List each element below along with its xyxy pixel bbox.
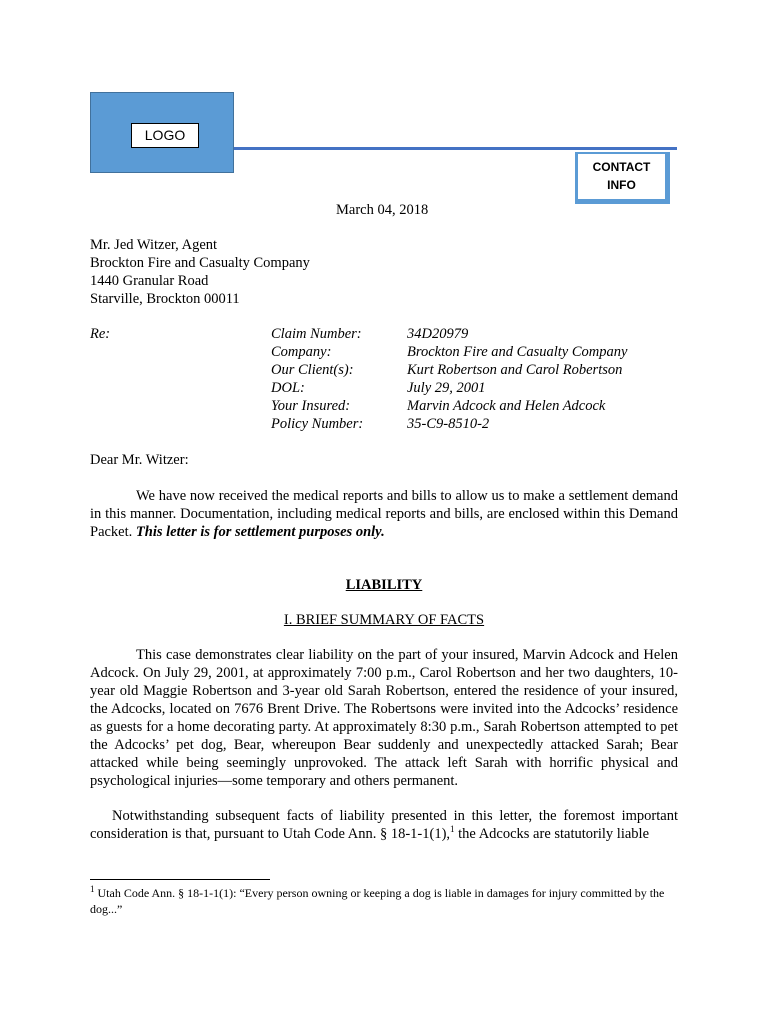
liability-text-after: the Adcocks are statutorily liable	[454, 826, 650, 842]
subsection-heading-text: I. BRIEF SUMMARY OF FACTS	[283, 612, 485, 628]
liability-paragraph	[90, 807, 678, 843]
re-key-dol: DOL:	[271, 380, 305, 396]
recipient-line-3: 1440 Granular Road	[90, 273, 209, 289]
liability-text-before: Notwithstanding subsequent facts of liability presented in this letter, the foremost important consideration is that, pursuant to Utah Code Ann. § 18-1-1(1),	[90, 808, 678, 842]
re-key-policy-number: Policy Number:	[271, 416, 364, 432]
re-value-claim-number: 34D20979	[407, 326, 469, 342]
re-value-insured: Marvin Adcock and Helen Adcock	[407, 398, 606, 414]
subsection-heading	[90, 611, 678, 629]
recipient-line-4: Starville, Brockton 00011	[90, 291, 240, 307]
contact-line-2: INFO	[607, 178, 636, 192]
re-key-claim-number: Claim Number:	[271, 326, 362, 342]
re-key-insured: Your Insured:	[271, 398, 351, 414]
section-heading-liability: LIABILITY	[345, 577, 423, 593]
footnote-rule	[90, 879, 270, 880]
footnote-marker: 1	[90, 884, 95, 894]
re-value-policy-number: 35-C9-8510-2	[407, 416, 490, 432]
footnote-text: Utah Code Ann. § 18-1-1(1): “Every person owning or keeping a dog is liable in damages for injury committed by the dog...”	[90, 886, 665, 916]
recipient-line-1: Mr. Jed Witzer, Agent	[90, 237, 218, 253]
re-value-dol: July 29, 2001	[407, 380, 486, 396]
logo-label: LOGO	[131, 123, 199, 148]
intro-emphasis: This letter is for settlement purposes only.	[135, 524, 385, 540]
re-key-company: Company:	[271, 344, 332, 360]
footnote-reference: 1	[450, 824, 455, 835]
salutation: Dear Mr. Witzer:	[90, 452, 189, 468]
intro-paragraph	[90, 487, 678, 541]
recipient-line-2: Brockton Fire and Casualty Company	[90, 255, 310, 271]
re-key-clients: Our Client(s):	[271, 362, 354, 378]
re-label: Re:	[90, 326, 111, 342]
intro-text: We have now received the medical reports and bills to allow us to make a settlement demand in this manner. Documentation, including medical reports and bills, are enclosed within this Demand Packet.	[90, 488, 678, 540]
footnote	[90, 885, 678, 917]
re-value-clients: Kurt Robertson and Carol Robertson	[407, 362, 623, 378]
facts-paragraph: This case demonstrates clear liability on the part of your insured, Marvin Adcock and Helen Adcock. On July 29, 2001, at approximately 7:00 p.m., Carol Robertson and her two daughters, 10-year old Maggie Robertson and 3-year old Sarah Robertson, entered the residence of your insured, the Adcocks, located on 7676 Brent Drive. The Robertsons were invited into the Adcocks’ residence as guests for a home decorating party. At approximately 8:30 p.m., Sarah Robertson attempted to pet the Adcocks’ pet dog, Bear, whereupon Bear suddenly and unexpectedly attacked Sarah; Bear attacked while being seemingly unprovoked. The attack left Sarah with horrific physical and psychological injuries—some temporary and others permanent.	[90, 647, 678, 789]
contact-line-1: CONTACT	[592, 160, 651, 174]
contact-info-box	[575, 152, 670, 204]
logo-placeholder	[90, 92, 234, 173]
header-rule	[234, 147, 677, 150]
contact-info-label	[578, 154, 665, 199]
re-value-company: Brockton Fire and Casualty Company	[407, 344, 628, 360]
letter-date: March 04, 2018	[336, 202, 429, 218]
